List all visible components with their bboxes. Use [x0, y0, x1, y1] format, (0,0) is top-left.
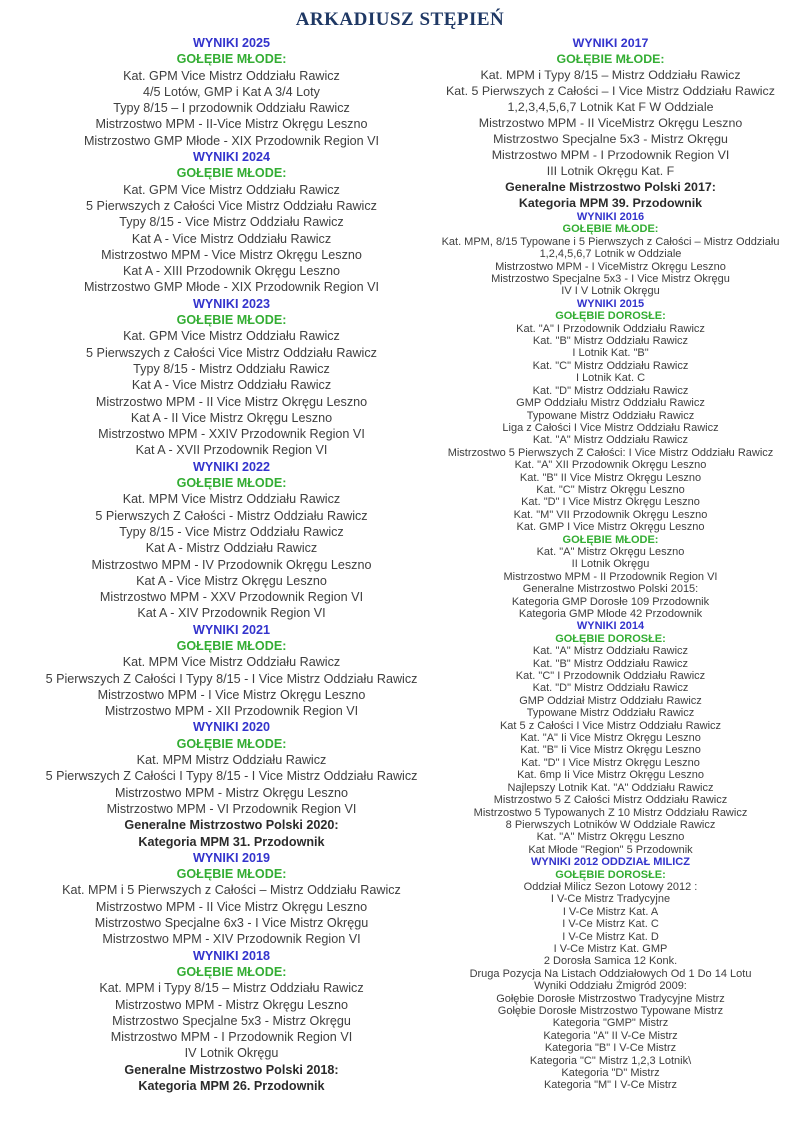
group-heading: GOŁĘBIE DOROSŁE:: [555, 868, 666, 881]
result-line: Typy 8/15 - Vice Mistrz Oddziału Rawicz: [119, 524, 344, 539]
group-heading: GOŁĘBIE MŁODE:: [176, 313, 287, 328]
result-line: I V-Ce Mistrz Tradycyjne: [550, 893, 671, 906]
result-line: Kat. "A" I Przodownik Oddziału Rawicz: [516, 322, 705, 335]
result-line: Mistrzostwo MPM - II Vice Mistrz Okręgu Leszno: [95, 394, 368, 409]
result-line: Mistrzostwo MPM - VI Przodownik Region VI: [106, 801, 357, 816]
result-line: Kat. "A" Mistrz Okręgu Leszno: [536, 545, 685, 558]
result-line: Kategoria GMP Młode 42 Przodownik: [518, 608, 703, 620]
result-line: I V-Ce Mistrz Kat. D: [562, 930, 659, 943]
result-line: Kat. MPM i Typy 8/15 – Mistrz Oddziału Rawicz: [99, 981, 364, 996]
result-line: 5 Pierwszych Z Całości I Typy 8/15 - I Vice Mistrz Oddziału Rawicz: [45, 769, 418, 784]
result-line: Kat 5 z Całości I Vice Mistrz Oddziału Rawicz: [499, 719, 722, 732]
result-line: Najlepszy Lotnik Kat. "A" Oddziału Rawicz: [507, 781, 714, 794]
result-line: Typy 8/15 – I przodownik Oddziału Rawicz: [113, 101, 350, 116]
results-section-y2025: [42, 35, 421, 149]
results-section-y2012: [421, 856, 800, 1092]
results-section-y2022: [42, 459, 421, 622]
result-line: I V-Ce Mistrz Kat. A: [562, 905, 659, 918]
result-line: Kategoria MPM 31. Przodownik: [138, 834, 325, 849]
result-line: Kat Młode "Region" 5 Przodownik: [528, 843, 693, 856]
result-line: Mistrzostwo MPM - I Przodownik Region VI: [491, 148, 730, 162]
result-line: Kat. "A" Ii Vice Mistrz Okręgu Leszno: [520, 732, 701, 745]
result-line: Kat. MPM Vice Mistrz Oddziału Rawicz: [122, 655, 341, 670]
result-line: Kat. "M" VII Przodownik Okręgu Leszno: [513, 508, 708, 521]
result-line: I V-Ce Mistrz Kat. GMP: [553, 942, 668, 955]
result-line: Kat. GPM Vice Mistrz Oddziału Rawicz: [123, 68, 340, 83]
result-line: Typy 8/15 - Vice Mistrz Oddziału Rawicz: [119, 215, 344, 230]
group-heading: GOŁĘBIE MŁODE:: [176, 638, 287, 653]
result-line: Kategoria "A" II V-Ce Mistrz: [543, 1029, 678, 1042]
result-line: Kategoria MPM 39. Przodownik: [518, 196, 703, 210]
result-line: Oddział Milicz Sezon Lotowy 2012 :: [523, 880, 698, 893]
result-line: Kat. "A" Mistrz Oddziału Rawicz: [532, 434, 689, 447]
result-line: Kat. GMP I Vice Mistrz Okręgu Leszno: [516, 521, 705, 534]
result-line: I Lotnik Kat. C: [575, 372, 646, 385]
result-line: Kategoria "D" Mistrz: [561, 1067, 660, 1080]
group-heading: GOŁĘBIE DOROSŁE:: [555, 310, 666, 323]
group-heading: GOŁĘBIE DOROSŁE:: [555, 632, 666, 645]
results-section-y2021: [42, 622, 421, 720]
result-line: 4/5 Lotów, GMP i Kat A 3/4 Loty: [143, 84, 320, 99]
result-line: IV I V Lotnik Okręgu: [561, 285, 660, 298]
group-heading: GOŁĘBIE MŁODE:: [562, 533, 659, 546]
result-line: Mistrzostwo Specjalne 6x3 - I Vice Mistrz Okręgu: [94, 916, 369, 931]
result-line: Kat. MPM Mistrz Oddziału Rawicz: [136, 753, 327, 768]
result-line: Kat. "B" Mistrz Oddziału Rawicz: [532, 657, 689, 670]
result-line: Mistrzostwo Specjalne 5x3 - I Vice Mistrz Okręgu: [491, 273, 730, 286]
results-section-y2015: [421, 298, 800, 621]
result-line: Mistrzostwo MPM - II Przodownik Region VI: [503, 570, 718, 583]
group-heading: GOŁĘBIE MŁODE:: [176, 52, 287, 67]
result-line: Kategoria MPM 26. Przodownik: [138, 1079, 325, 1093]
result-line: Mistrzostwo MPM - Vice Mistrz Okręgu Leszno: [101, 247, 362, 262]
result-line: 5 Pierwszych Z Całości I Typy 8/15 - I Vice Mistrz Oddziału Rawicz: [45, 671, 418, 686]
result-line: 5 Pierwszych z Całości Vice Mistrz Oddziału Rawicz: [86, 345, 377, 360]
result-line: Mistrzostwo MPM - I Vice Mistrz Okręgu Leszno: [97, 687, 366, 702]
result-line: Kategoria GMP Dorosłe 109 Przodownik: [511, 595, 710, 608]
result-line: Mistrzostwo MPM - I ViceMistrz Okręgu Leszno: [495, 260, 726, 273]
result-line: 1,2,3,4,5,6,7 Lotnik Kat F W Oddziale: [507, 100, 714, 114]
result-line: Generalne Mistrzostwo Polski 2018:: [124, 1062, 339, 1077]
result-line: Kat A - Vice Mistrz Oddziału Rawicz: [131, 378, 332, 393]
result-line: Mistrzostwo GMP Młode - XIX Przodownik Region VI: [83, 133, 380, 148]
result-line: Kategoria "C" Mistrz 1,2,3 Lotnik\: [529, 1054, 692, 1067]
result-line: Kat A - II Vice Mistrz Okręgu Leszno: [130, 410, 333, 425]
result-line: Mistrzostwo MPM - I Przodownik Region VI: [110, 1030, 353, 1045]
result-line: Mistrzostwo MPM - II Vice Mistrz Okręgu Leszno: [95, 899, 368, 914]
year-header-y2014: WYNIKI 2014: [576, 620, 645, 633]
result-line: IV Lotnik Okręgu: [184, 1046, 279, 1061]
year-header-y2016: WYNIKI 2016: [576, 211, 645, 223]
result-line: Kat A - XVII Przodownik Region VI: [135, 443, 328, 458]
result-line: Kat. "B" II Vice Mistrz Okręgu Leszno: [519, 471, 702, 484]
result-line: Typy 8/15 - Mistrz Oddziału Rawicz: [133, 361, 330, 376]
result-line: Kat A - XIV Przodownik Region VI: [137, 606, 326, 621]
result-line: Typowane Mistrz Oddziału Rawicz: [526, 707, 695, 720]
result-line: Kategoria "GMP" Mistrz: [552, 1017, 669, 1030]
year-header-y2022: WYNIKI 2022: [193, 459, 270, 474]
result-line: Mistrzostwo MPM - XXIV Przodownik Region VI: [98, 427, 365, 442]
result-line: 5 Pierwszych Z Całości - Mistrz Oddziału Rawicz: [95, 508, 368, 523]
result-line: GMP Oddział Mistrz Oddziału Rawicz: [519, 694, 702, 707]
results-section-y2024: [42, 149, 421, 296]
result-line: II Lotnik Okręgu: [571, 558, 650, 571]
year-header-y2025: WYNIKI 2025: [193, 36, 270, 50]
group-heading: GOŁĘBIE MŁODE:: [562, 223, 659, 236]
result-line: Kat. MPM, 8/15 Typowane i 5 Pierwszych z Całości – Mistrz Oddziału: [441, 235, 780, 248]
group-heading: GOŁĘBIE MŁODE:: [556, 52, 665, 66]
result-line: Mistrzostwo MPM - Mistrz Okręgu Leszno: [114, 997, 349, 1012]
result-line: Mistrzostwo MPM - XII Przodownik Region VI: [104, 704, 359, 719]
result-line: Mistrzostwo MPM - IV Przodownik Okręgu Leszno: [91, 557, 372, 572]
result-line: Generalne Mistrzostwo Polski 2017:: [505, 180, 716, 194]
result-line: Mistrzostwo 5 Z Całości Mistrz Oddziału Rawicz: [493, 794, 728, 807]
result-line: Kat. "D" Mistrz Oddziału Rawicz: [532, 384, 689, 397]
result-line: Kat. "C" Mistrz Oddziału Rawicz: [532, 359, 689, 372]
year-header-y2023: WYNIKI 2023: [193, 296, 270, 311]
result-line: Kat. 6mp Ii Vice Mistrz Okręgu Leszno: [517, 769, 704, 782]
group-heading: GOŁĘBIE MŁODE:: [176, 166, 287, 181]
result-line: Mistrzostwo 5 Pierwszych Z Całości: I Vice Mistrz Oddziału Rawicz: [447, 446, 774, 459]
year-header-y2018: WYNIKI 2018: [193, 948, 270, 963]
result-line: Druga Pozycja Na Listach Oddziałowych Od 1 Do 14 Lotu: [469, 967, 752, 980]
group-heading: GOŁĘBIE MŁODE:: [176, 736, 287, 751]
result-line: Kat A - Vice Mistrz Oddziału Rawicz: [131, 231, 332, 246]
result-line: Mistrzostwo Specjalne 5x3 - Mistrz Okręgu: [112, 1013, 351, 1028]
group-heading: GOŁĘBIE MŁODE:: [176, 476, 287, 491]
result-line: Kat. MPM i 5 Pierwszych z Całości – Mistrz Oddziału Rawicz: [62, 883, 401, 898]
group-heading: GOŁĘBIE MŁODE:: [176, 867, 287, 882]
result-line: Kategoria "M" I V-Ce Mistrz: [543, 1079, 678, 1092]
result-line: 2 Dorosła Samica 12 Konk.: [543, 955, 678, 968]
result-line: Kat. "A" Mistrz Oddziału Rawicz: [532, 645, 689, 658]
result-line: Mistrzostwo MPM - II ViceMistrz Okręgu Leszno: [478, 116, 743, 130]
result-line: 5 Pierwszych z Całości Vice Mistrz Oddziału Rawicz: [86, 198, 377, 213]
year-header-y2015: WYNIKI 2015: [576, 297, 645, 310]
result-line: Kat. GPM Vice Mistrz Oddziału Rawicz: [123, 182, 340, 197]
result-line: Kat A - Vice Mistrz Okręgu Leszno: [136, 573, 327, 588]
result-line: Kat A - XIII Przodownik Okręgu Leszno: [122, 264, 340, 279]
year-header-y2019: WYNIKI 2019: [193, 850, 270, 865]
result-line: Kat. "B" Ii Vice Mistrz Okręgu Leszno: [520, 744, 701, 757]
result-line: Generalne Mistrzostwo Polski 2015:: [522, 583, 699, 596]
result-line: Kat. MPM Vice Mistrz Oddziału Rawicz: [122, 492, 341, 507]
result-line: Kat. MPM i Typy 8/15 – Mistrz Oddziału Rawicz: [480, 68, 741, 82]
result-line: Mistrzostwo MPM - XXV Przodownik Region VI: [99, 590, 364, 605]
right-column: [421, 35, 800, 1094]
result-line: Kat. "D" I Vice Mistrz Okręgu Leszno: [521, 496, 700, 509]
result-line: Kat. "C" Mistrz Okręgu Leszno: [536, 483, 685, 496]
result-line: Kategoria "B" I V-Ce Mistrz: [544, 1042, 677, 1055]
page-title: ARKADIUSZ STĘPIEŃ: [295, 9, 505, 30]
result-line: Kat. GPM Vice Mistrz Oddziału Rawicz: [123, 329, 340, 344]
results-section-y2016: [421, 211, 800, 298]
result-line: Mistrzostwo Specjalne 5x3 - Mistrz Okręgu: [493, 132, 728, 146]
result-line: III Lotnik Okręgu Kat. F: [546, 164, 675, 178]
result-line: Wyniki Oddziału Żmigród 2009:: [534, 980, 687, 993]
year-header-y2017: WYNIKI 2017: [572, 36, 649, 50]
group-heading: GOŁĘBIE MŁODE:: [176, 964, 287, 979]
year-header-y2012: WYNIKI 2012 ODDZIAŁ MILICZ: [531, 856, 690, 869]
year-header-y2020: WYNIKI 2020: [193, 720, 270, 735]
result-line: Gołębie Dorosłe Mistrzostwo Typowane Mistrz: [497, 1005, 724, 1017]
result-line: Mistrzostwo 5 Typowanych Z 10 Mistrz Oddziału Rawicz: [473, 806, 748, 819]
result-line: Kat. "A" XII Przodownik Okręgu Leszno: [514, 459, 707, 472]
results-section-y2023: [42, 296, 421, 459]
result-line: Mistrzostwo MPM - II-Vice Mistrz Okręgu Leszno: [95, 117, 368, 132]
result-line: Kat. "A" Mistrz Okręgu Leszno: [536, 831, 685, 844]
result-line: Kat. "D" Mistrz Oddziału Rawicz: [532, 682, 689, 695]
results-section-y2014: [421, 620, 800, 856]
results-section-y2019: [42, 850, 421, 948]
results-section-y2017: [421, 35, 800, 211]
result-line: Kat. "D" I Vice Mistrz Okręgu Leszno: [521, 756, 700, 769]
result-line: Generalne Mistrzostwo Polski 2020:: [124, 818, 339, 833]
results-section-y2018: [42, 948, 421, 1095]
result-line: Kat. "B" Mistrz Oddziału Rawicz: [532, 335, 689, 348]
left-column: [42, 35, 421, 1094]
year-header-y2021: WYNIKI 2021: [193, 622, 270, 637]
result-line: Kat A - Mistrz Oddziału Rawicz: [145, 541, 318, 556]
result-line: Mistrzostwo MPM - Mistrz Okręgu Leszno: [114, 785, 349, 800]
result-line: Kat. 5 Pierwszych z Całości – I Vice Mistrz Oddziału Rawicz: [446, 84, 775, 98]
result-line: GMP Oddziału Mistrz Oddziału Rawicz: [516, 397, 705, 410]
year-header-y2024: WYNIKI 2024: [193, 150, 270, 165]
result-line: Mistrzostwo MPM - XIV Przodownik Region VI: [102, 932, 361, 947]
result-line: Kat. "C" I Przodownik Oddziału Rawicz: [515, 670, 706, 683]
result-line: Liga z Całości I Vice Mistrz Oddziału Rawicz: [502, 421, 719, 434]
result-line: Mistrzostwo GMP Młode - XIX Przodownik Region VI: [83, 280, 380, 295]
result-line: 1,2,4,5,6,7 Lotnik w Oddziale: [539, 248, 682, 261]
result-line: I V-Ce Mistrz Kat. C: [562, 918, 659, 931]
results-section-y2020: [42, 719, 421, 849]
result-line: I Lotnik Kat. "B": [572, 347, 649, 360]
result-line: Typowane Mistrz Oddziału Rawicz: [526, 409, 695, 422]
result-line: 8 Pierwszych Lotników W Oddziale Rawicz: [505, 818, 716, 831]
columns-container: [0, 35, 800, 1094]
result-line: Gołębie Dorosłe Mistrzostwo Tradycyjne Mistrz: [496, 992, 725, 1005]
